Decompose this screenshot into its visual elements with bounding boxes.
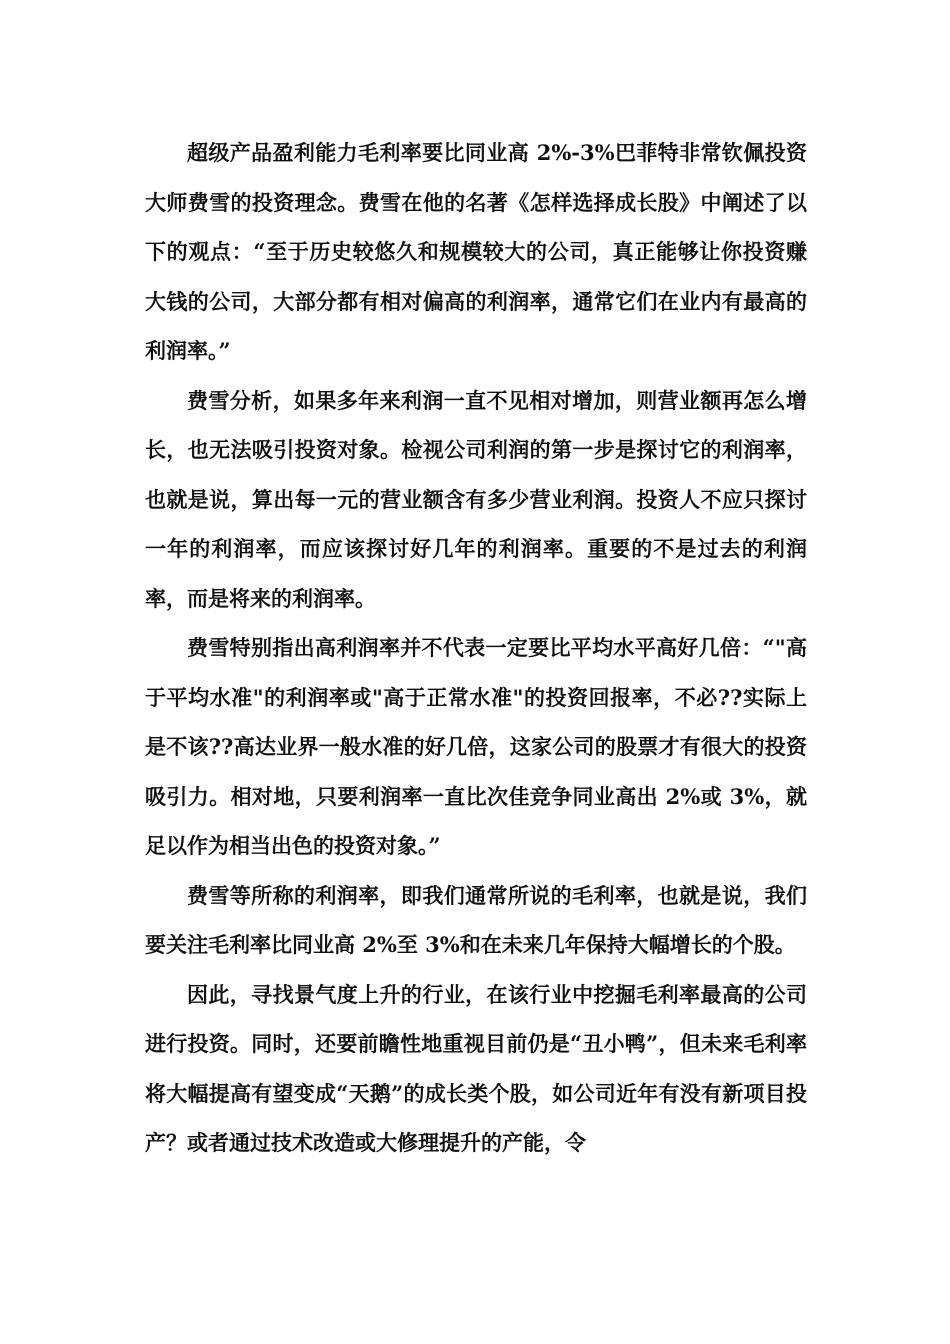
document-body bbox=[145, 128, 807, 1168]
paragraph-4: 费雪等所称的利润率，即我们通常所说的毛利率，也就是说，我们要关注毛利率比同业高 2%至 3%和在未来几年保持大幅增长的个股。 bbox=[145, 882, 807, 957]
paragraph-3: 费雪特别指出高利润率并不代表一定要比平均水平高好几倍：“"高于平均水准"的利润率或"高于正常水准"的投资回报率，不必??实际上是不该??高达业界一般水准的好几倍，这家公司的股票才有很大的投资吸引力。相对地，只要利润率一直比次佳竞争同业高出 2%或 3%，就足以作为相当出色的投资对象。” bbox=[145, 635, 807, 858]
paragraph-2: 费雪分析，如果多年来利润一直不见相对增加，则营业额再怎么增长，也无法吸引投资对象。检视公司利润的第一步是探讨它的利润率，也就是说，算出每一元的营业额含有多少营业利润。投资人不应只探讨一年的利润率，而应该探讨好几年的利润率。重要的不是过去的利润率，而是将来的利润率。 bbox=[145, 387, 807, 611]
paragraph-1: 超级产品盈利能力毛利率要比同业高 2%-3%巴菲特非常钦佩投资大师费雪的投资理念。费雪在他的名著《怎样选择成长股》中阐述了以下的观点：“至于历史较悠久和规模较大的公司，真正能够让你投资赚大钱的公司，大部分都有相对偏高的利润率，通常它们在业内有最高的利润率。” bbox=[145, 140, 807, 363]
paragraph-5: 因此，寻找景气度上升的行业，在该行业中挖掘毛利率最高的公司进行投资。同时，还要前瞻性地重视目前仍是“丑小鸭”，但未来毛利率将大幅提高有望变成“天鹅”的成长类个股，如公司近年有没有新项目投产？或者通过技术改造或大修理提升的产能，令 bbox=[145, 981, 807, 1155]
